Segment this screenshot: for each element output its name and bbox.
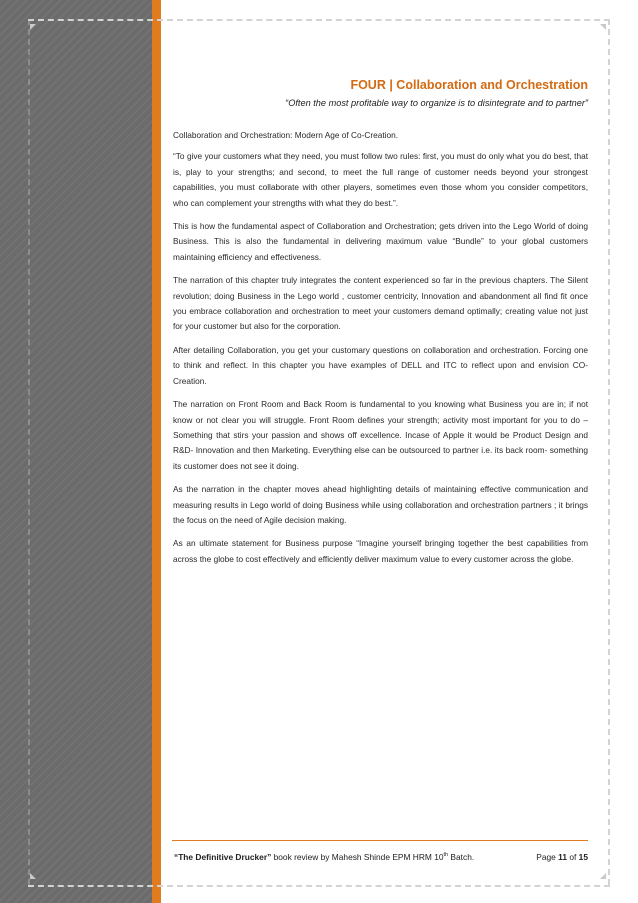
corner-mark-bottom-right [600, 873, 606, 879]
page-footer [174, 852, 588, 862]
paragraph-dell-itc: After detailing Collaboration, you get your customary questions on collaboration and orchestration. Forcing one to think and reflect. In this chapter you have examples of DELL and ITC to reflect upon and envision CO-Creation. [173, 344, 588, 386]
page-label: Page [536, 852, 559, 862]
paragraph-narration: The narration of this chapter truly integrates the content experienced so far in the previous chapters. The Silent revolution; doing Business in the Lego world , customer centricity, Innovation and abandonment all find fit once you embrace collaboration and orchestration to meet your customers demand optimally; creating value not just for your customer but also for the corporation. [173, 275, 588, 332]
footer-batch-text: Batch. [448, 852, 475, 862]
corner-mark-top-right [600, 24, 606, 30]
paragraph-ultimate-statement: As an ultimate statement for Business purpose “Imagine yourself bringing together the best capabilities from across the globe to cost effectively and efficiently deliver maximum value to every customer across the globe. [173, 538, 588, 564]
chapter-epigraph: “Often the most profitable way to organize is to disintegrate and to partner” [285, 98, 588, 108]
page-border-top [28, 19, 610, 21]
chapter-title: FOUR | Collaboration and Orchestration [350, 78, 588, 92]
corner-mark-bottom-left [30, 873, 36, 879]
paragraph-agile-decisions: As the narration in the chapter moves ahead highlighting details of maintaining effective communication and measuring results in Lego world of doing Business while using collaboration and orchestration partners ; it brings the focus on the need of Agile decision making. [173, 484, 588, 525]
footer-divider [172, 840, 588, 841]
page-border-bottom [28, 885, 610, 887]
page-content [173, 78, 588, 575]
footer-review-text: book review by Mahesh Shinde EPM HRM 10 [271, 852, 444, 862]
left-decorative-band [0, 0, 152, 903]
page-number: 11 [558, 852, 568, 862]
paragraph-two-rules-quote: “To give your customers what they need, you must follow two rules: first, you must do only what you do best, that is, play to your strengths; and second, to meet the full range of customer needs beyond your strongest capabilities, you must collaborate with other players, sometimes even those whom you consider competitors, who can complement your strengths with what they do best.”. [173, 151, 588, 208]
orange-accent-stripe [152, 0, 161, 903]
page-border-left [28, 19, 30, 885]
page-total: 15 [578, 852, 588, 862]
page-border-right [608, 19, 610, 885]
page-indicator [536, 852, 588, 862]
page-of-label: of [567, 852, 579, 862]
paragraph-intro: Collaboration and Orchestration: Modern Age of Co-Creation. [173, 130, 399, 140]
footer-superscript: th [443, 852, 449, 859]
paragraph-lego-world: This is how the fundamental aspect of Collaboration and Orchestration; gets driven into the Lego World of doing Business. This is also the fundamental in delivering maximum value “Bundle” to your global customers maintaining efficiency and effectiveness. [173, 221, 588, 262]
corner-mark-top-left [30, 24, 36, 30]
footer-book-title: “The Definitive Drucker” [174, 852, 272, 862]
paragraph-front-back-room: The narration on Front Room and Back Room is fundamental to you knowing what Business you are in; if not know or not clear you will struggle. Front Room defines your strength; activity most important for you to do – Something that stirs your passion and shows off excellence. Incase of Apple it would be Product Design and R&D- Innovation and then Marketing. Everything else can be outsourced to partner i.e. its back room- something its customer does not see it doing. [173, 399, 588, 471]
